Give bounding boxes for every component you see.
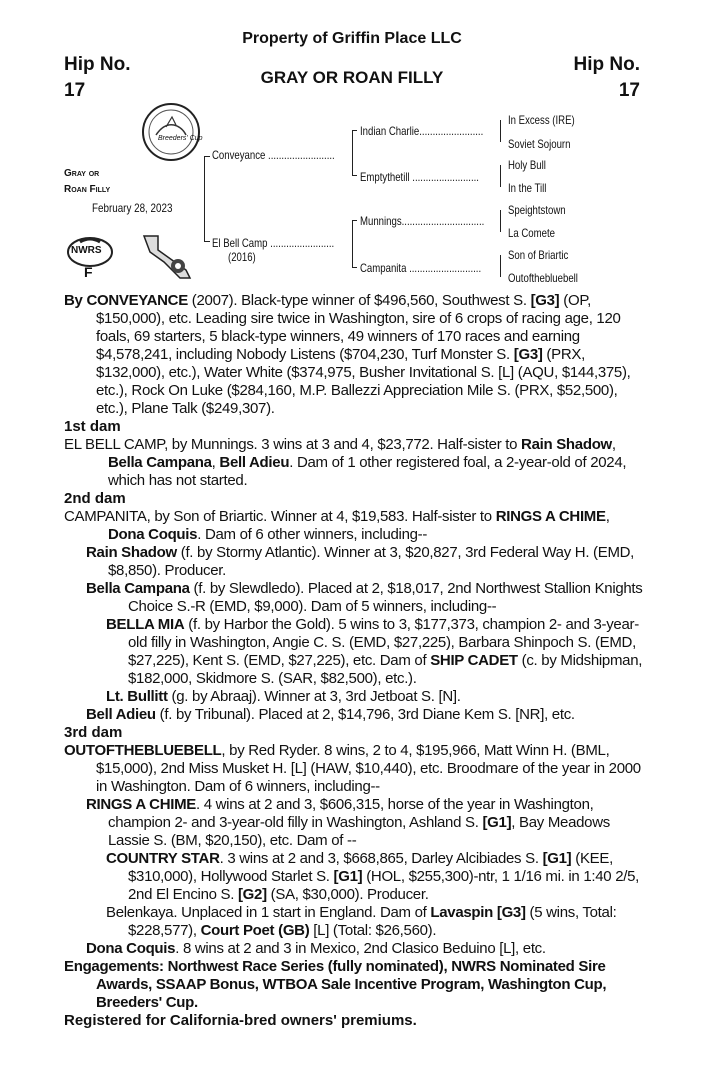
nwrs-sub: F [84, 264, 93, 280]
foaling-date: February 28, 2023 [92, 201, 173, 215]
nwrs-text: NWRS [71, 245, 102, 256]
country-star-entry: COUNTRY STAR. 3 wins at 2 and 3, $668,865, Darley Alcibiades S. [G1] (KEE, $310,000), Hollywood Starlet S. [G1] (HOL, $255,300)-ntr, 1 1/16 mi. in 1:40 2/5, 2nd El Encino S. [G2] (SA, $30,000). Producer. [106, 850, 640, 903]
horse-rider-icon [144, 105, 198, 159]
pedigree-dds: Son of Briartic [508, 248, 569, 262]
lt-bullitt-entry: Lt. Bullitt (g. by Abraaj). Winner at 3, 3rd Jetboat S. [N]. [106, 688, 461, 705]
state-logo [140, 232, 200, 282]
bella-mia-entry: BELLA MIA (f. by Harbor the Gold). 5 wins to 3, $177,373, champion 2- and 3-year-old filly in Washington, Angie C. S. (EMD, $27,225), Barbara Shinpoch S. (EMD, $27,225), Kent S. (EMD, $27,225), etc. Dam of SHIP CADET (c. by Midshipman, $182,000, Skidmore S. (SAR, $82,500), etc.). [106, 616, 643, 687]
first-dam-paragraph: EL BELL CAMP, by Munnings. 3 wins at 3 and 4, $23,772. Half-sister to Rain Shadow, Bella Campana, Bell Adieu. Dam of 1 other registered foal, a 2-year-old of 2024, which has not started. [64, 436, 627, 489]
belenkaya-entry: Belenkaya. Unplaced in 1 start in England. Dam of Lavaspin [G3] (5 wins, Total: $228,577), Court Poet (GB) [L] (Total: $26,560). [106, 904, 617, 939]
catalog-body [64, 292, 644, 1030]
engagements: Engagements: Northwest Race Series (fully nominated), NWRS Nominated Sire Awards, SSAAP Bonus, WTBOA Sale Incentive Program, Washington Cup, Breeders' Cup. [64, 958, 607, 1011]
nwrs-logo [66, 234, 114, 282]
dona-coquis-entry: Dona Coquis. 8 wins at 2 and 3 in Mexico, 2nd Clasico Beduino [L], etc. [86, 940, 546, 957]
hip-label-right: Hip No. [573, 54, 640, 75]
pedigree-ss: Indian Charlie........................ [360, 124, 484, 138]
breeders-cup-text: Breeders' Cup [158, 135, 203, 142]
second-dam-paragraph: CAMPANITA, by Son of Briartic. Winner at 4, $19,583. Half-sister to RINGS A CHIME, Dona Coquis. Dam of 6 other winners, including-- [64, 508, 610, 543]
breeders-cup-logo [142, 103, 203, 161]
pedigree-dss: Speightstown [508, 203, 566, 217]
third-dam-paragraph: OUTOFTHEBLUEBELL, by Red Ryder. 8 wins, 2 to 4, $195,966, Matt Winn H. (BML, $15,000), 2nd Miss Musket H. [L] (HAW, $10,440), etc. Broodmare of the year in 2000 in Washington. Dam of 6 winners, including-- [64, 742, 641, 795]
pedigree-sds: Holy Bull [508, 158, 546, 172]
pedigree-sdd: In the Till [508, 181, 547, 195]
hip-label-left: Hip No. [64, 54, 131, 75]
pedigree-ddd: Outofthebluebell [508, 271, 578, 285]
rain-shadow-entry: Rain Shadow (f. by Stormy Atlantic). Winner at 3, $20,827, 3rd Federal Way H. (EMD, $8,850). Producer. [86, 544, 635, 579]
horse-title: GRAY OR ROAN FILLY [260, 68, 444, 87]
pedigree-sss: In Excess (IRE) [508, 113, 575, 127]
third-dam-heading: 3rd dam [64, 724, 123, 741]
property-owner: Property of Griffin Place LLC [242, 30, 462, 47]
second-dam-heading: 2nd dam [64, 490, 126, 507]
pedigree-dsd: La Comete [508, 226, 555, 240]
bella-campana-entry: Bella Campana (f. by Slewdledo). Placed at 2, $18,017, 2nd Northwest Stallion Knights Choice S.-R (EMD, $9,000). Dam of 5 winners, including-- [86, 580, 643, 615]
pedigree-dam-year: (2016) [228, 250, 256, 264]
california-map-icon [140, 232, 200, 282]
registration-note: Registered for California-bred owners' premiums. [64, 1012, 417, 1029]
sire-paragraph: By CONVEYANCE (2007). Black-type winner of $496,560, Southwest S. [G3] (OP, $150,000), etc. Leading sire twice in Washington, sire of 6 crops of racing age, 120 foals, 69 starters, 5 black-type winners, 49 winners of 170 races and earning $4,578,241, including Nobody Listens ($704,230, Turf Monster S. [G3] (PRX, $132,000), etc.), Water White ($374,975, Busher Invitational S. [L] (AQU, $144,375), etc.), Rock On Luke ($284,160, M.P. Ballezzi Appreciation Mile S. (PRX, $52,500), etc.), Plane Talk ($249,307). [64, 292, 631, 417]
pedigree-ssd: Soviet Sojourn [508, 137, 571, 151]
pedigree-dam: El Bell Camp ........................ [212, 236, 335, 250]
rings-a-chime-entry: RINGS A CHIME. 4 wins at 2 and 3, $606,315, horse of the year in Washington, champion 2- and 3-year-old filly in Washington, Ashland S. [G1], Bay Meadows Lassie S. (BM, $20,150), etc. Dam of -- [86, 796, 610, 849]
first-dam-heading: 1st dam [64, 418, 121, 435]
pedigree-ds: Munnings............................... [360, 214, 485, 228]
pedigree-dd: Campanita ........................... [360, 261, 482, 275]
hip-number-left: 17 [64, 80, 86, 101]
pedigree-sire: Conveyance ......................... [212, 148, 335, 162]
sex-line1: Gray or [64, 168, 100, 179]
sex-line2: Roan Filly [64, 184, 111, 195]
bell-adieu-entry: Bell Adieu (f. by Tribunal). Placed at 2, $14,796, 3rd Diane Kem S. [NR], etc. [86, 706, 575, 723]
hip-number-right: 17 [618, 80, 640, 101]
pedigree-sd: Emptythetill ......................... [360, 170, 479, 184]
